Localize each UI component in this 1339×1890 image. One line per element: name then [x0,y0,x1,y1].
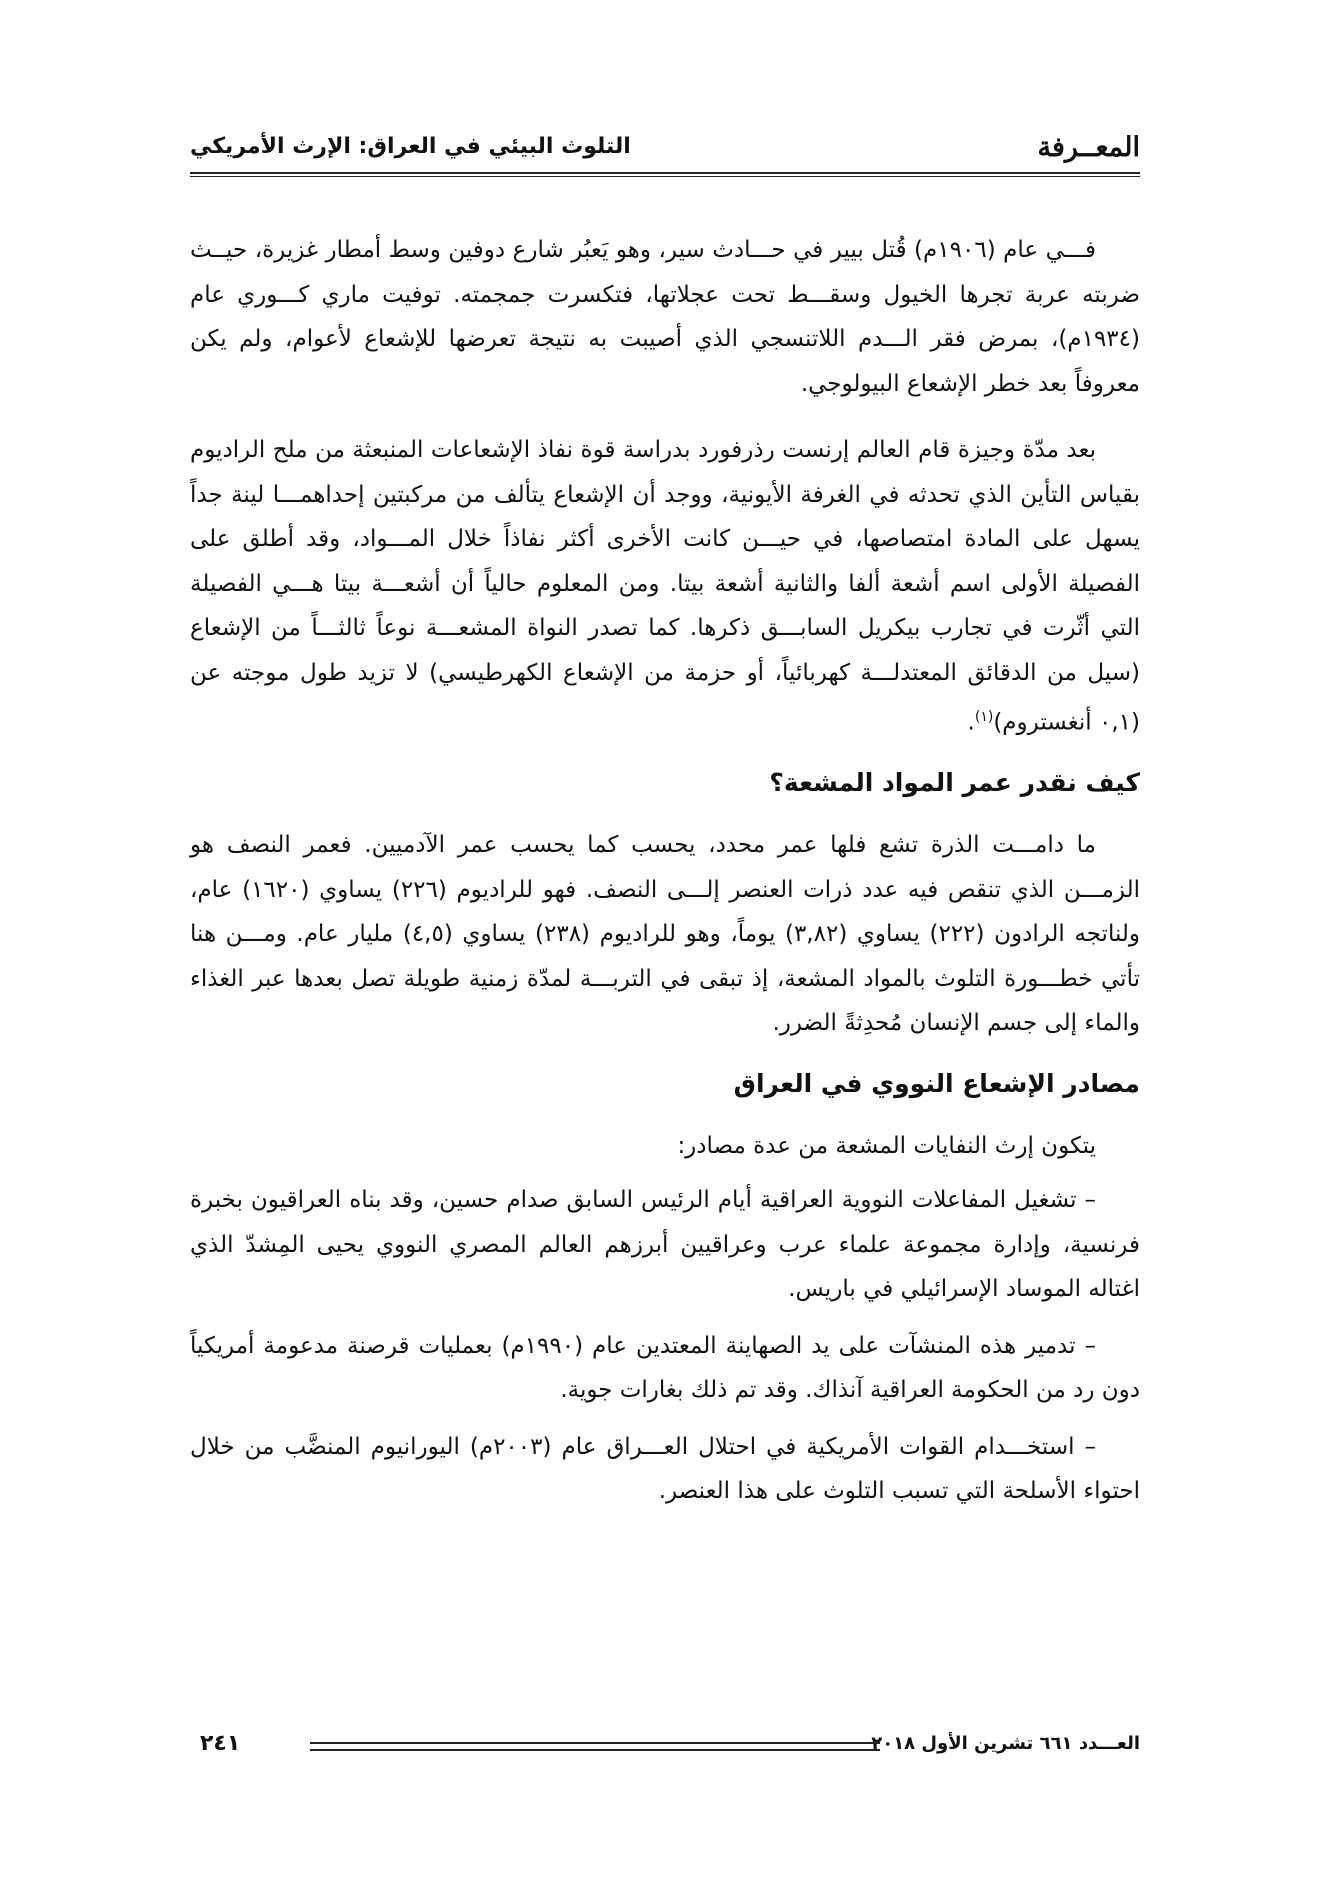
list-item: – استخـــدام القوات الأمريكية في احتلال العـــراق عام (٢٠٠٣م) اليورانيوم المنضَّب من خلال احتواء الأسلحة التي تسبب التلوث على هذا العنصر. [190,1433,1140,1505]
section-heading: مصادر الإشعاع النووي في العراق [733,1068,1140,1098]
paragraph-text: بعد مدّة وجيزة قام العالم إرنست رذرفورد بدراسة قوة نفاذ الإشعاعات المنبعثة من ملح الراديوم بقياس التأين الذي تحدثه في الغرفة الأيونية، ووجد أن الإشعاع يتألف من مركبتين إحداهمـــا لينة جداً يسهل على المادة امتصاصها، في حيـــن كانت الأخرى أكثر نفاذاً خلال المـــواد، وقد أطلق على الفصيلة الأولى اسم أشعة ألفا والثانية أشعة بيتا. ومن المعلوم حالياً أن أشعـــة بيتا هـــي الفصيلة التي أثّرت في تجارب بيكريل السابـــق ذكرها. كما تصدر النواة المشعـــة نوعاً ثالثـــاً من الإشعاع (سيل من الدقائق المعتدلـــة كهربائياً، أو حزمة من الإشعاع الكهرطيسي) لا تزيد طول موجته عن (٠,١ أنغستروم) [190,437,1140,736]
paragraph: ما دامـــت الذرة تشع فلها عمر محدد، يحسب كما يحسب عمر الآدميين. فعمر النصف هو الزمـــن الذي تنقص فيه عدد ذرات العنصر إلـــى النصف. فهو للراديوم (٢٢٦) يساوي (١٦٢٠) عام، ولناتجه الرادون (٢٢٢) يساوي (٣,٨٢) يوماً، وهو للراديوم (٢٣٨) يساوي (٤,٥) مليار عام. ومـــن هنا تأتي خطـــورة التلوث بالمواد المشعة، إذ تبقى في التربـــة لمدّة زمنية طويلة تصل بعدها عبر الغذاء والماء إلى جسم الإنسان مُحدِثةً الضرر. [190,832,1141,1037]
paragraph [190,428,1140,745]
page-header [190,128,1140,168]
page-footer [190,1733,1140,1761]
footnote-ref[interactable]: (١) [974,709,994,725]
section-heading: كيف نقدر عمر المواد المشعة؟ [769,768,1140,798]
page-number: ٢٤١ [200,1731,241,1756]
paragraph-end: . [967,709,975,736]
list-item: – تدمير هذه المنشآت على يد الصهاينة المعتدين عام (١٩٩٠م) بعمليات قرصنة مدعومة أمريكياً دون رد من الحكومة العراقية آنذاك. وقد تم ذلك بغارات جوية. [190,1332,1140,1404]
list-item: – تشغيل المفاعلات النووية العراقية أيام الرئيس السابق صدام حسين، وقد بناه العراقيون بخبرة فرنسية، وإدارة مجموعة علماء عرب وعراقيين أبرزهم العالم المصري النووي يحيى المِشدّ الذي اغتاله الموساد الإسرائيلي في باريس. [190,1187,1140,1303]
footer-rule [310,1742,880,1751]
issue-label: العـــدد ٦٦١ تشرين الأول ٢٠١٨ [871,1733,1140,1754]
running-title: التلوث البيئي في العراق: الإرث الأمريكي [190,134,631,159]
header-rule [190,172,1140,177]
magazine-logo: المعــرفة [1037,132,1140,163]
article-body [190,228,1140,1514]
paragraph: فـــي عام (١٩٠٦م) قُتل بيير في حـــادث سير، وهو يَعبُر شارع دوفين وسط أمطار غزيرة، حيــث ضربته عربة تجرها الخيول وسقـــط تحت عجلاتها، فتكسرت جمجمته. توفيت ماري كـــوري عام (١٩٣٤م)، بمرض فقر الـــدم اللاتنسجي الذي أصيبت به نتيجة تعرضها للإشعاع لأعوام، ولم يكن معروفاً بعد خطر الإشعاع البيولوجي. [190,237,1140,397]
paragraph: يتكون إرث النفايات المشعة من عدة مصادر: [677,1132,1096,1159]
